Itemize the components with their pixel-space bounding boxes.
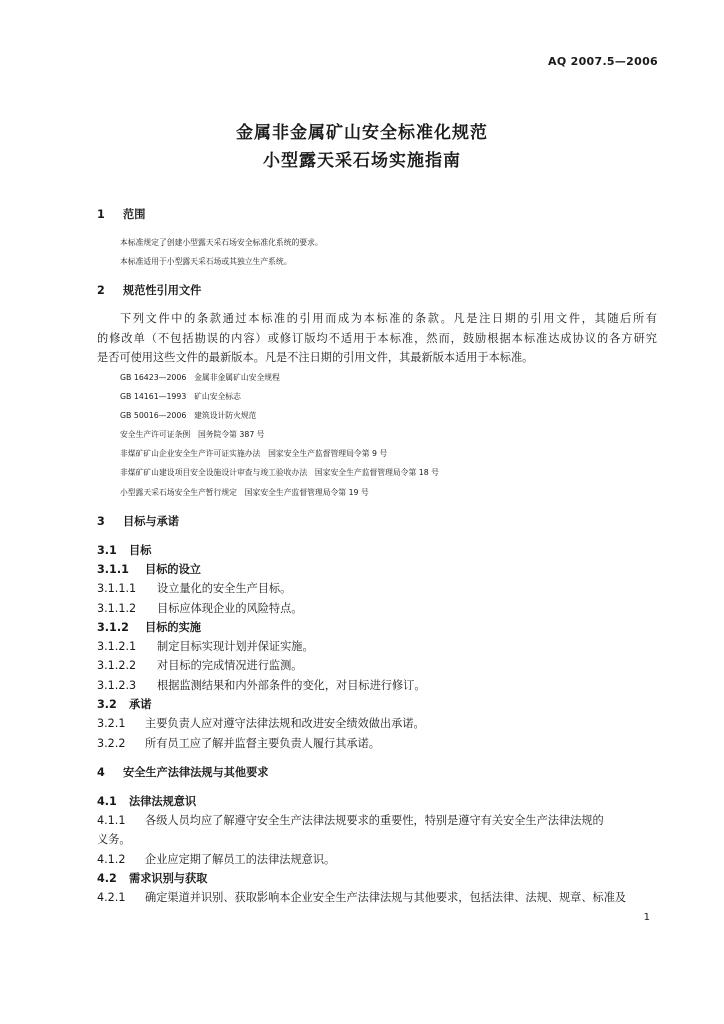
document-title: 金属非金属矿山安全标准化规范 (236, 123, 488, 143)
clause (97, 563, 657, 577)
clause (97, 872, 657, 886)
clause-number: 3.2.2 (97, 737, 126, 750)
section-2-heading (97, 284, 657, 298)
clause (97, 582, 657, 596)
clause-number: 4.1.2 (97, 853, 126, 866)
section-4-heading (97, 766, 657, 780)
section-number: 4 (97, 766, 105, 779)
clause-text: 制定目标实现计划并保证实施。 (157, 640, 314, 653)
clause (97, 737, 657, 751)
clause (97, 795, 657, 809)
page-number: 1 (643, 912, 650, 923)
clause-text: 各级人员均应了解遵守安全生产法律法规要求的重要性，特别是遵守有关安全生产法律法规的 (145, 814, 604, 827)
reference-item: GB 50016—2006 建筑设计防火规范 (120, 411, 257, 420)
clause-text: 承诺 (129, 698, 152, 711)
clause-number: 3.1.2 (97, 621, 129, 634)
section-title: 规范性引用文件 (123, 284, 202, 297)
clause (97, 853, 657, 867)
clause-text: 确定渠道并识别、获取影响本企业安全生产法律法规与其他要求，包括法律、法规、规章、标准及 (145, 891, 627, 904)
clause-text: 根据监测结果和内外部条件的变化，对目标进行修订。 (157, 679, 426, 692)
clause-continuation: 义务。 (97, 833, 131, 846)
clause-number: 3.1.1.2 (97, 602, 137, 615)
clause-number: 3.1.1 (97, 563, 129, 576)
clause-text: 所有员工应了解并监督主要负责人履行其承诺。 (145, 737, 380, 750)
clause-text: 目标应体现企业的风险特点。 (157, 602, 303, 615)
reference-item: 安全生产许可证条例 国务院令第 387 号 (120, 430, 265, 439)
clause-text: 目标的实施 (145, 621, 201, 634)
clause (97, 679, 657, 693)
clause-number: 4.1 (97, 795, 117, 808)
clause-number: 4.2.1 (97, 891, 126, 904)
document-subtitle: 小型露天采石场实施指南 (263, 151, 461, 171)
clause (97, 698, 657, 712)
clause-text: 对目标的完成情况进行监测。 (157, 659, 303, 672)
clause-number: 3.2.1 (97, 717, 126, 730)
section-title: 范围 (123, 208, 146, 221)
clause-number: 3.1.2.3 (97, 679, 137, 692)
section-title: 目标与承诺 (123, 515, 179, 528)
standard-code: AQ 2007.5—2006 (548, 55, 658, 68)
section-number: 1 (97, 208, 105, 221)
reference-item: 非煤矿矿山建设项目安全设施设计审查与竣工验收办法 国家安全生产监督管理局令第 18 号 (120, 468, 439, 477)
reference-item: GB 16423—2006 金属非金属矿山安全规程 (120, 373, 280, 382)
clause-text: 目标 (129, 544, 152, 557)
clause (97, 814, 657, 828)
clause (97, 602, 657, 616)
clause (97, 544, 657, 558)
clause-number: 3.1.1.1 (97, 582, 137, 595)
clause-number: 4.1.1 (97, 814, 126, 827)
clause (97, 717, 657, 731)
clause-text: 主要负责人应对遵守法律法规和改进安全绩效做出承诺。 (145, 717, 425, 730)
clause-text: 企业应定期了解员工的法律法规意识。 (145, 853, 336, 866)
clause-number: 4.2 (97, 872, 117, 885)
clause (97, 891, 657, 905)
clause (97, 659, 657, 673)
clause (97, 640, 657, 654)
clause-text: 目标的设立 (145, 563, 201, 576)
clause-number: 3.1.2.1 (97, 640, 137, 653)
clause-number: 3.2 (97, 698, 117, 711)
clause (97, 621, 657, 635)
paragraph: 本标准规定了创建小型露天采石场安全标准化系统的要求。 (120, 238, 323, 247)
section-number: 3 (97, 515, 105, 528)
paragraph-line: 的修改单（不包括勘误的内容）或修订版均不适用于本标准，然而，鼓励根据本标准达成协议的各方研究 (97, 332, 657, 345)
section-1-heading (97, 208, 657, 222)
reference-item: GB 14161—1993 矿山安全标志 (120, 392, 241, 401)
paragraph: 本标准适用于小型露天采石场或其独立生产系统。 (120, 257, 292, 266)
paragraph-line: 下列文件中的条款通过本标准的引用而成为本标准的条款。凡是注日期的引用文件，其随后所有 (120, 312, 657, 325)
clause-number: 3.1.2.2 (97, 659, 137, 672)
clause-number: 3.1 (97, 544, 117, 557)
reference-item: 小型露天采石场安全生产暂行规定 国家安全生产监督管理局令第 19 号 (120, 488, 369, 497)
section-3-heading (97, 515, 657, 529)
clause-text: 设立量化的安全生产目标。 (157, 582, 292, 595)
paragraph-line: 是否可使用这些文件的最新版本。凡是不注日期的引用文件，其最新版本适用于本标准。 (97, 351, 534, 364)
clause-text: 需求识别与获取 (129, 872, 208, 885)
section-title: 安全生产法律法规与其他要求 (123, 766, 269, 779)
reference-item: 非煤矿矿山企业安全生产许可证实施办法 国家安全生产监督管理局令第 9 号 (120, 449, 388, 458)
clause-text: 法律法规意识 (129, 795, 197, 808)
section-number: 2 (97, 284, 105, 297)
